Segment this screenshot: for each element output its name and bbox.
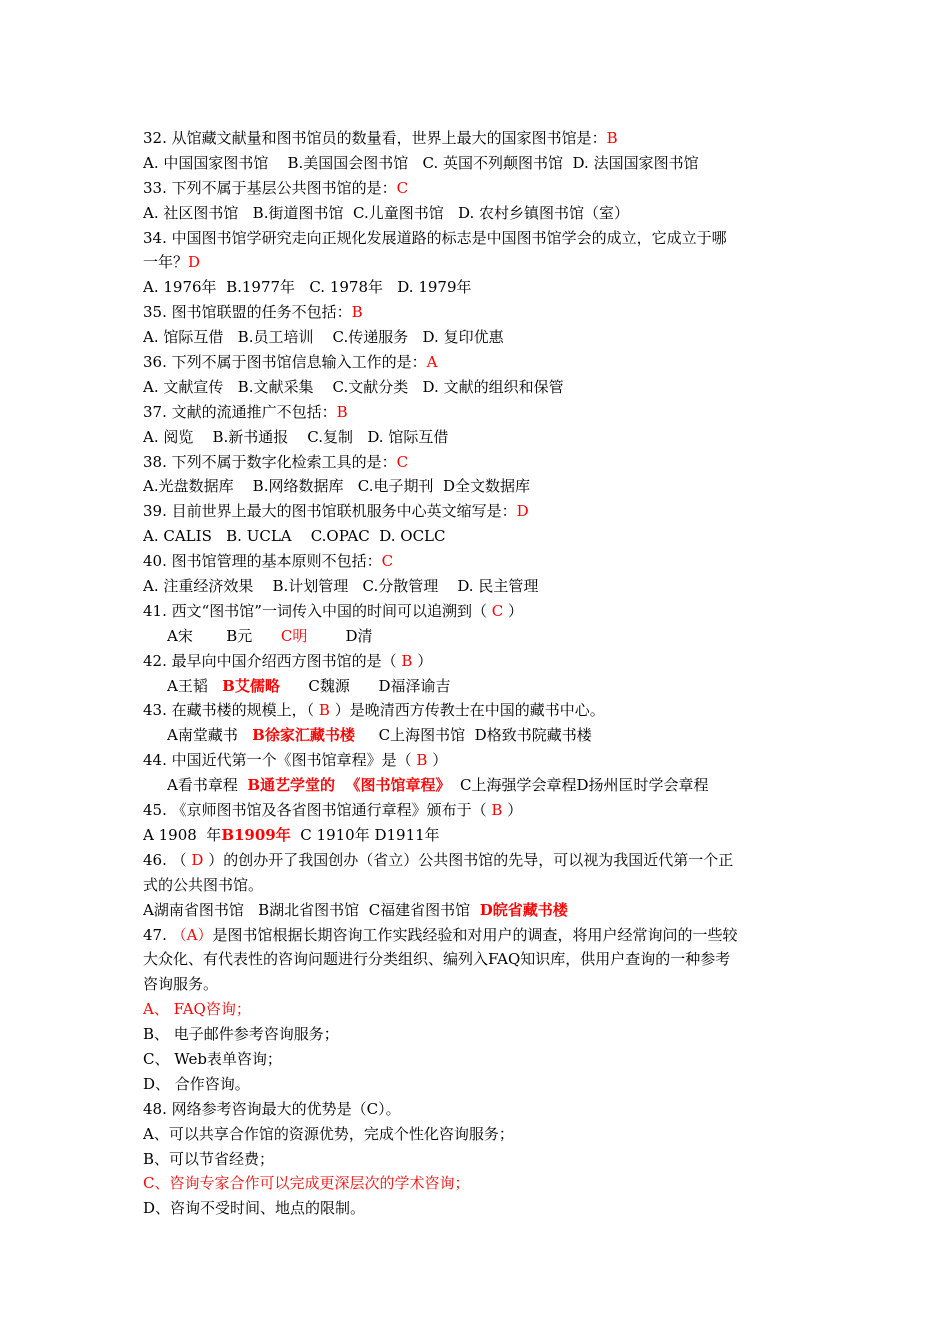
line-text: A. 馆际互借 B.员工培训 C.传递服务 D. 复印优惠 xyxy=(143,328,504,347)
text-line xyxy=(143,773,813,798)
line-text: ）的创办开了我国创办（省立）公共图书馆的先导，可以视为我国近代第一个正 xyxy=(203,850,734,869)
line-text: A. 阅览 B.新书通报 C.复制 D. 馆际互借 xyxy=(143,427,449,446)
line-text: ） xyxy=(502,801,523,820)
text-line xyxy=(143,624,813,649)
line-text: 48. 网络参考咨询最大的优势是（C）。 xyxy=(143,1099,401,1118)
text-line xyxy=(143,350,813,375)
answer-text: C、咨询专家合作可以完成更深层次的学术咨询； xyxy=(143,1174,470,1193)
line-text: A. 社区图书馆 B.街道图书馆 C.儿童图书馆 D. 农村乡镇图书馆（室） xyxy=(143,203,630,222)
line-text: C上海强学会章程D扬州匡时学会章程 xyxy=(450,776,709,795)
line-text: A、可以共享合作馆的资源优势，完成个性化咨询服务； xyxy=(143,1124,514,1143)
answer-text: D皖省藏书楼 xyxy=(479,900,568,919)
line-text: 46. （ xyxy=(143,850,192,869)
line-text: 36. 下列不属于图书馆信息输入工作的是： xyxy=(143,353,427,372)
answer-text: B xyxy=(336,402,348,421)
text-line xyxy=(143,599,813,624)
line-text: B、 电子邮件参考咨询服务； xyxy=(143,1025,339,1044)
text-line xyxy=(143,1196,813,1221)
line-text: ） xyxy=(427,751,448,770)
line-text: 33. 下列不属于基层公共图书馆的是： xyxy=(143,178,397,197)
line-text: A. 1976年 B.1977年 C. 1978年 D. 1979年 xyxy=(143,278,472,297)
line-text: C上海图书馆 D格致书院藏书楼 xyxy=(354,726,592,745)
line-text: 41. 西文“图书馆”一词传入中国的时间可以追溯到（ xyxy=(143,601,492,620)
line-text: 45. 《京师图书馆及各省图书馆通行章程》颁布于（ xyxy=(143,801,492,820)
text-line xyxy=(143,997,813,1022)
line-text: 44. 中国近代第一个《图书馆章程》是（ xyxy=(143,751,417,770)
answer-text: B xyxy=(491,801,503,820)
line-text: 38. 下列不属于数字化检索工具的是： xyxy=(143,452,397,471)
text-line xyxy=(143,300,813,325)
line-text: 42. 最早向中国介绍西方图书馆的是（ xyxy=(143,651,402,670)
line-text: A南堂藏书 xyxy=(167,726,253,745)
answer-text: C xyxy=(396,452,409,471)
line-text: 47. xyxy=(143,925,172,944)
line-text: 39. 目前世界上最大的图书馆联机服务中心英文缩写是： xyxy=(143,502,517,521)
text-line xyxy=(143,923,813,948)
text-line xyxy=(143,275,813,300)
line-text: 咨询服务。 xyxy=(143,975,219,994)
text-line xyxy=(143,1047,813,1072)
line-text: A看书章程 xyxy=(167,776,248,795)
answer-text: C xyxy=(396,178,409,197)
text-line xyxy=(143,873,813,898)
text-line xyxy=(143,698,813,723)
answer-text: B xyxy=(351,303,363,322)
line-text: 40. 图书馆管理的基本原则不包括： xyxy=(143,552,382,571)
text-line xyxy=(143,1122,813,1147)
text-line xyxy=(143,674,813,699)
answer-text: B xyxy=(401,651,413,670)
text-line xyxy=(143,325,813,350)
line-text: 34. 中国图书馆学研究走向正规化发展道路的标志是中国图书馆学会的成立，它成立于哪 xyxy=(143,228,727,247)
answer-text: B xyxy=(318,701,330,720)
answer-text: B xyxy=(606,129,618,147)
answer-text: D xyxy=(191,850,204,869)
line-text: A湖南省图书馆 B湖北省图书馆 C福建省图书馆 xyxy=(143,900,480,919)
answer-text: C xyxy=(491,601,504,620)
line-text: C魏源 D福泽谕吉 xyxy=(279,676,451,695)
text-line xyxy=(143,524,813,549)
line-text: A. CALIS B. UCLA C.OPAC D. OCLC xyxy=(143,527,446,546)
line-text: A 1908 年 xyxy=(143,825,222,844)
text-line xyxy=(143,947,813,972)
line-text: 式的公共图书馆。 xyxy=(143,875,264,894)
text-line xyxy=(143,723,813,748)
line-text: D、咨询不受时间、地点的限制。 xyxy=(143,1199,366,1218)
question-list xyxy=(143,126,813,1221)
line-text: 35. 图书馆联盟的任务不包括： xyxy=(143,303,352,322)
text-line xyxy=(143,425,813,450)
line-text: ）是晚清西方传教士在中国的藏书中心。 xyxy=(329,701,605,720)
line-text: A. 注重经济效果 B.计划管理 C.分散管理 D. 民主管理 xyxy=(143,577,539,596)
line-text: ） xyxy=(412,651,433,670)
answer-text: D xyxy=(188,253,201,272)
text-line xyxy=(143,549,813,574)
text-line xyxy=(143,972,813,997)
line-text: A. 文献宣传 B.文献采集 C.文献分类 D. 文献的组织和保管 xyxy=(143,377,564,396)
line-text: 是图书馆根据长期咨询工作实践经验和对用户的调查，将用户经常询问的一些较 xyxy=(212,925,738,944)
text-line xyxy=(143,574,813,599)
line-text: ） xyxy=(503,601,523,620)
text-line xyxy=(143,1022,813,1047)
answer-text: B xyxy=(416,751,428,770)
text-line xyxy=(143,400,813,425)
text-line xyxy=(143,798,813,823)
answer-text: D xyxy=(516,502,529,521)
text-line xyxy=(143,499,813,524)
answer-text: C xyxy=(381,552,394,571)
line-text: A. 中国国家图书馆 B.美国国会图书馆 C. 英国不列颠图书馆 D. 法国国家图书馆 xyxy=(143,153,699,172)
answer-text: （A） xyxy=(171,925,213,944)
answer-text: B1909年 xyxy=(221,825,291,844)
line-text: 32. 从馆藏文献量和图书馆员的数量看，世界上最大的国家图书馆是： xyxy=(143,129,607,147)
answer-text: B徐家汇藏书楼 xyxy=(252,726,355,745)
text-line xyxy=(143,898,813,923)
line-text: C、 Web表单咨询； xyxy=(143,1049,282,1068)
text-line xyxy=(143,151,813,176)
text-line xyxy=(143,226,813,251)
text-line xyxy=(143,823,813,848)
line-text: B、可以节省经费； xyxy=(143,1149,275,1168)
text-line xyxy=(143,1171,813,1196)
line-text: A宋 B元 xyxy=(167,626,281,645)
text-line xyxy=(143,1072,813,1097)
answer-text: C明 xyxy=(280,626,308,645)
answer-text: B艾儒略 xyxy=(222,676,280,695)
line-text: D、 合作咨询。 xyxy=(143,1074,250,1093)
text-line xyxy=(143,450,813,475)
text-line xyxy=(143,176,813,201)
line-text: 大众化、有代表性的咨询问题进行分类组织、编列入FAQ知识库，供用户查询的一种参考 xyxy=(143,950,731,969)
line-text: 一年？ xyxy=(143,253,189,272)
text-line xyxy=(143,748,813,773)
text-line xyxy=(143,474,813,499)
line-text: A王韬 xyxy=(167,676,223,695)
text-line xyxy=(143,1097,813,1122)
line-text: D清 xyxy=(307,626,373,645)
line-text: C 1910年 D1911年 xyxy=(290,825,440,844)
text-line xyxy=(143,375,813,400)
line-text: 37. 文献的流通推广不包括： xyxy=(143,402,337,421)
text-line xyxy=(143,649,813,674)
text-line xyxy=(143,201,813,226)
text-line xyxy=(143,848,813,873)
text-line xyxy=(143,250,813,275)
answer-text: A、 FAQ咨询； xyxy=(143,1000,251,1019)
text-line xyxy=(143,1147,813,1172)
line-text: 43. 在藏书楼的规模上，（ xyxy=(143,701,319,720)
text-line xyxy=(143,126,813,151)
answer-text: B通艺学堂的 《图书馆章程》 xyxy=(247,776,451,795)
answer-text: A xyxy=(426,353,438,372)
line-text: A.光盘数据库 B.网络数据库 C.电子期刊 D全文数据库 xyxy=(143,477,531,496)
